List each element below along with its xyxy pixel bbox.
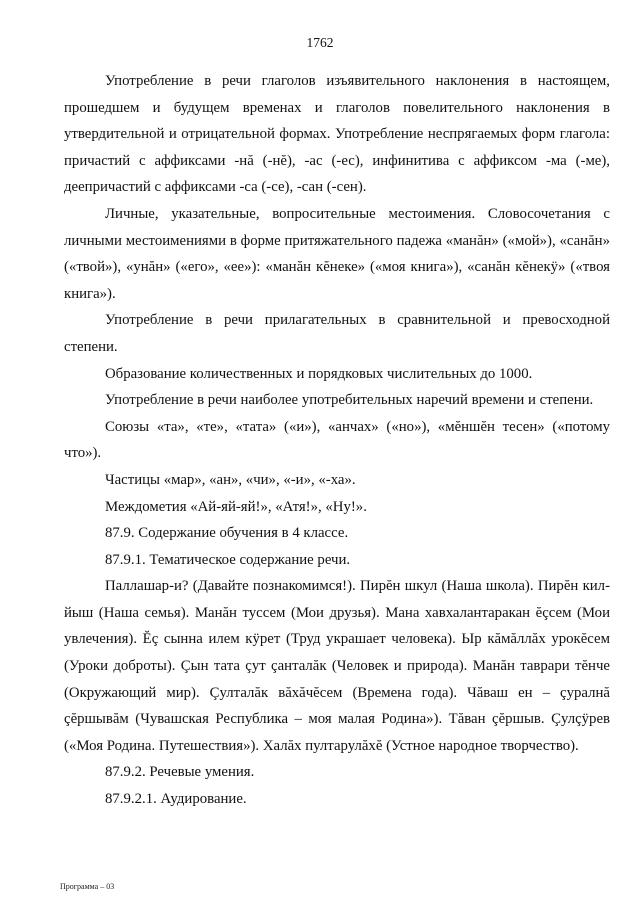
paragraph-pronouns: Личные, указательные, вопросительные местоимения. Словосочетания с личными местоимениями в форме притяжательного падежа «манăн» («мой»), «санăн» («твой»), «унăн» («его», «ее»): «манăн кĕнеке» («моя книга»), «санăн кĕнекÿ» («твоя книга»). [64, 205, 610, 302]
paragraph-topics: Паллашар-и? (Давайте познакомимся!). Пирĕн шкул (Наша школа). Пирĕн кил-йыш (Наша семья). Манăн туссем (Мои друзья). Мана хавхалантаракан ĕçсем (Мои увлечения). Ĕç сынна илем кÿрет (Труд украшает человека). Ыр кăмăллăх урокĕсем (Уроки доброты). Çын тата çут çанталăк (Человек и природа). Манăн таврари тĕнче (Окружающий мир). Çулталăк вăхăчĕсем (Времена года). Чăваш ен – çуралнă çĕршывăм (Чувашская Республика – моя малая Родина»). Тăван çĕршыв. Çулçÿрев («Моя Родина. Путешествия»). Халăх пултарулăхĕ (Устное народное творчество). [64, 578, 610, 754]
page-number: 1762 [306, 35, 334, 50]
paragraph-verbs: Употребление в речи глаголов изъявительного наклонения в настоящем, прошедшем и будущем временах и глаголов повелительного наклонения в утвердительной и отрицательной формах. Употребление неспрягаемых форм глагола: причастий с аффиксами -нă (-нĕ), -ас (-ес), инфинитива с аффиксом -ма (-ме), деепричастий с аффиксами -са (-се), -сан (-сен). [64, 73, 610, 196]
section-heading-thematic-content: 87.9.1. Тематическое содержание речи. [105, 551, 351, 568]
section-heading-4th-grade: 87.9. Содержание обучения в 4 классе. [105, 525, 349, 542]
footer-program-label: Программа – 03 [60, 882, 115, 891]
document-body [64, 68, 610, 813]
paragraph-particles: Частицы «мар», «ан», «чи», «-и», «-ха». [105, 471, 356, 488]
section-heading-listening: 87.9.2.1. Аудирование. [105, 791, 247, 808]
paragraph-numerals: Образование количественных и порядковых числительных до 1000. [105, 365, 533, 382]
paragraph-conjunctions: Союзы «та», «те», «тата» («и»), «анчах» («но»), «мĕншĕн тесен» («потому что»). [64, 418, 610, 462]
paragraph-interjections: Междометия «Ай-яй-яй!», «Атя!», «Ну!». [105, 498, 367, 515]
paragraph-adverbs: Употребление в речи наиболее употребительных наречий времени и степени. [105, 392, 594, 409]
paragraph-adjectives: Употребление в речи прилагательных в сравнительной и превосходной степени. [64, 312, 610, 355]
section-heading-speech-skills: 87.9.2. Речевые умения. [105, 764, 255, 781]
